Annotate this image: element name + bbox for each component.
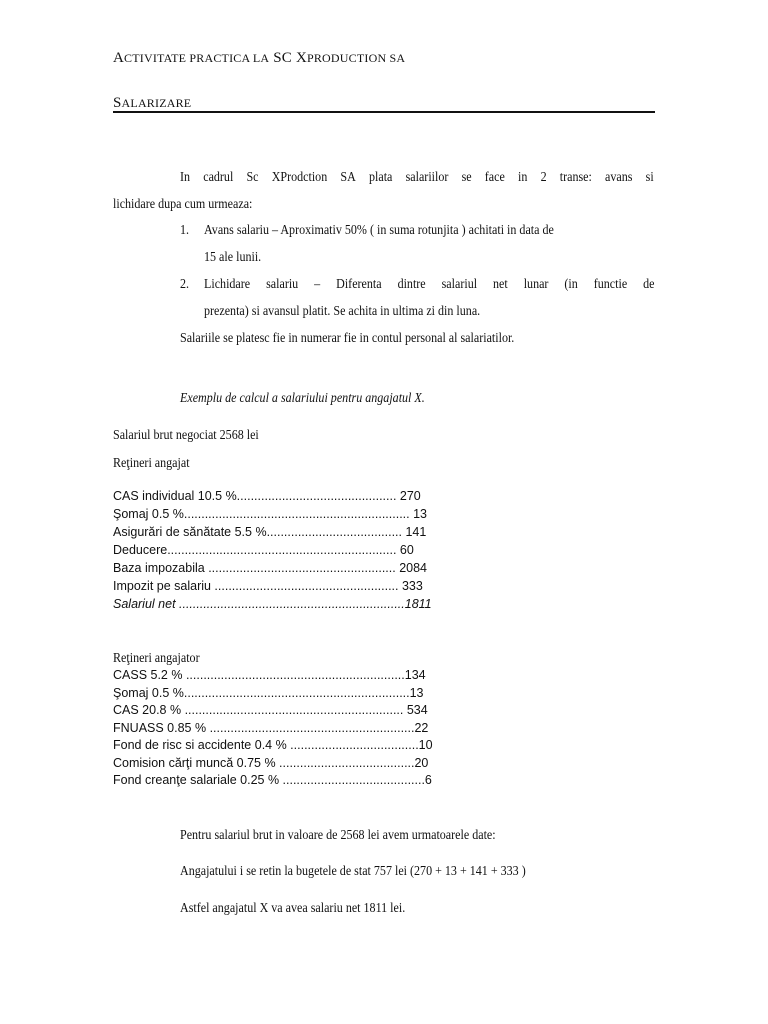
list-item-2-line-1-word: dintre xyxy=(397,277,426,292)
intro-line-1-word: transe: xyxy=(559,170,592,185)
list-item-2-line-2: prezenta) si avansul platit. Se achita in ultima zi din luna. xyxy=(204,304,481,319)
employee-deduction-row: Şomaj 0.5 %................................................................. 13 xyxy=(113,507,427,521)
payment-note: Salariile se platesc fie in numerar fie in contul personal al salariatilor. xyxy=(180,331,515,346)
example-title: Exemplu de calcul a salariului pentru angajatul X. xyxy=(180,391,425,406)
intro-line-1-word: si xyxy=(645,170,654,185)
list-item-2-line-1-wrap xyxy=(204,277,655,304)
intro-line-1-word: plata xyxy=(368,170,393,185)
employer-deduction-row: CAS 20.8 % ............................................................... 534 xyxy=(113,703,428,717)
employee-deduction-row: Deducere.................................................................. 60 xyxy=(113,543,414,557)
intro-line-1-word: Sc xyxy=(246,170,259,185)
summary-line-1: Pentru salariul brut in valoare de 2568 lei avem urmatoarele date: xyxy=(180,828,496,843)
employer-deduction-row: Comision cărţi muncă 0.75 % .......................................20 xyxy=(113,755,429,770)
employee-deduction-row: Impozit pe salariu ..................................................... 333 xyxy=(113,579,423,593)
list-item-2-line-1-word: de xyxy=(643,277,655,292)
list-item-2-line-1-word: lunar xyxy=(523,277,549,292)
intro-line-1-word: cadrul xyxy=(203,170,234,185)
section-divider xyxy=(113,111,655,113)
list-item-1-line-2: 15 ale lunii. xyxy=(204,250,262,265)
intro-line-1-word: face xyxy=(484,170,505,185)
employer-deduction-row: FNUASS 0.85 % ...........................................................22 xyxy=(113,720,429,735)
intro-line-2: lichidare dupa cum urmeaza: xyxy=(113,197,253,212)
list-item-2-line-1 xyxy=(204,277,655,304)
intro-line-1 xyxy=(180,170,654,197)
list-item-1-number: 1. xyxy=(180,223,190,238)
employer-deduction-row: Şomaj 0.5 %.................................................................13 xyxy=(113,685,424,700)
employee-deductions-label: Reţineri angajat xyxy=(113,456,190,471)
list-item-2-line-1-word: Lichidare xyxy=(204,277,251,292)
list-item-2-line-1-word: functie xyxy=(593,277,628,292)
employer-deductions-label: Reţineri angajator xyxy=(113,651,200,666)
intro-line-1-word: salariilor xyxy=(405,170,449,185)
summary-line-2: Angajatului i se retin la bugetele de stat 757 lei (270 + 13 + 141 + 333 ) xyxy=(180,864,526,879)
employer-deduction-row: CASS 5.2 % ...............................................................134 xyxy=(113,668,426,682)
document-title: ACTIVITATE PRACTICA LA SC XPRODUCTION SA xyxy=(113,50,406,66)
intro-line-1-word: avans xyxy=(605,170,633,185)
employer-deduction-row: Fond de risc si accidente 0.4 % .....................................10 xyxy=(113,738,433,752)
employer-deduction-row: Fond creanţe salariale 0.25 % .........................................6 xyxy=(113,773,432,787)
intro-line-1-wrap xyxy=(180,170,654,197)
employee-deduction-row: Baza impozabila ...................................................... 2084 xyxy=(113,561,428,575)
intro-line-1-word: XProdction xyxy=(271,170,328,185)
list-item-2-line-1-word: (in xyxy=(564,277,578,292)
intro-line-1-word: In xyxy=(180,170,191,185)
section-heading: SALARIZARE xyxy=(113,95,192,111)
list-item-2-line-1-word: salariul xyxy=(441,277,478,292)
gross-salary: Salariul brut negociat 2568 lei xyxy=(113,428,259,443)
list-item-2-line-1-word: salariu xyxy=(266,277,299,292)
list-item-2-line-1-word: net xyxy=(493,277,508,292)
intro-line-1-word: SA xyxy=(340,170,356,185)
employee-deduction-row: Asigurări de sănătate 5.5 %....................................... 141 xyxy=(113,525,427,539)
list-item-2-line-1-word: – xyxy=(314,277,321,292)
list-item-2-number: 2. xyxy=(180,277,190,292)
list-item-2-line-1-word: Diferenta xyxy=(336,277,382,292)
employee-deduction-row: CAS individual 10.5 %.............................................. 270 xyxy=(113,489,421,503)
intro-line-1-word: se xyxy=(461,170,472,185)
summary-line-3: Astfel angajatul X va avea salariu net 1811 lei. xyxy=(180,901,406,916)
list-item-1-line-1: Avans salariu – Aproximativ 50% ( in suma rotunjita ) achitati in data de xyxy=(204,223,554,238)
employee-deduction-row: Salariul net .................................................................1811 xyxy=(113,597,432,611)
intro-line-1-word: 2 xyxy=(540,170,547,185)
intro-line-1-word: in xyxy=(518,170,528,185)
